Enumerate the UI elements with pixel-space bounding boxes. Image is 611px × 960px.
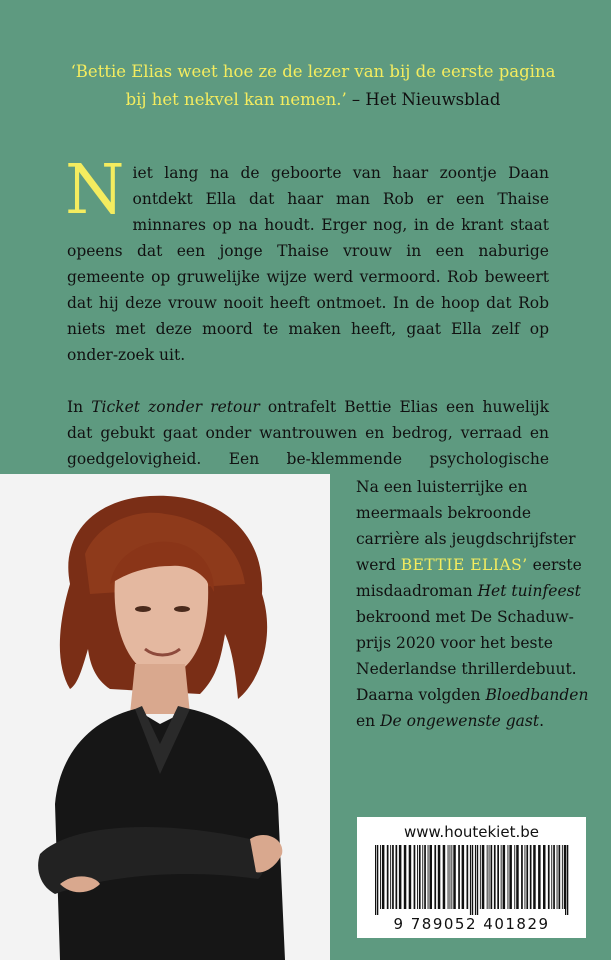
barcode-bar xyxy=(516,845,519,909)
publisher-url: www.houtekiet.be xyxy=(404,823,539,841)
quote-text: ‘Bettie Elias weet hoe ze de lezer van bij de eerste pagina bij het nekvel kan nemen.’ xyxy=(70,62,556,109)
book-title-tuinfeest: Het tuinfeest xyxy=(477,582,581,600)
bio-line-5 xyxy=(356,578,596,604)
bio-line-4 xyxy=(356,552,596,578)
bio-line-4-post: eerste xyxy=(527,556,582,574)
barcode-bar xyxy=(514,845,515,909)
bio-line-6: bekroond met De Schaduw- xyxy=(356,608,574,626)
barcode-bar xyxy=(503,845,506,909)
bio-line-10-pre: en xyxy=(356,712,381,730)
barcode-guard-bar xyxy=(377,845,378,915)
barcode-bar xyxy=(491,845,493,909)
bio-line-7: prijs 2020 voor het beste xyxy=(356,634,553,652)
barcode-bar xyxy=(533,845,536,909)
barcode-bar xyxy=(487,845,488,909)
barcode-bar xyxy=(525,845,526,909)
barcode-block xyxy=(357,817,586,938)
barcode-bar xyxy=(562,845,563,909)
barcode-bar xyxy=(380,845,381,909)
bio-line-3: carrière als jeugdschrijfster xyxy=(356,530,576,548)
blurb-text-2a: In xyxy=(67,398,92,416)
review-quote xyxy=(58,58,568,114)
barcode-bar xyxy=(382,845,385,909)
barcode-guard-bar xyxy=(567,845,568,915)
barcode-bar xyxy=(482,845,485,909)
bio-line-5-pre: misdaadroman xyxy=(356,582,478,600)
barcode-bar xyxy=(390,845,391,909)
barcode-guard-bar xyxy=(565,845,566,915)
blurb-text-1: iet lang na de geboorte van haar zoontje Daan ontdekt Ella dat haar man Rob er een Thaise minnares op na houdt. Erger nog, in de krant staat opeens dat een jonge Thaise vrouw in een naburige gemeente op gruwelijke wijze werd vermoord. Rob beweert dat hij deze vrouw nooit heeft ontmoet. In de hoop dat Rob niets met deze moord te maken heeft, gaat Ella zelf op onder-zoek uit. xyxy=(67,164,549,364)
blurb-text-2b: ontrafelt Bettie Elias een huwelijk dat gebukt gaat onder wantrouwen en bedrog, verraad en goedgelovigheid. Een be-klemmende psychologische xyxy=(67,398,549,468)
barcode-bar xyxy=(428,845,429,909)
bio-line-8: Nederlandse thrillerdebuut. xyxy=(356,660,577,678)
barcode-bar xyxy=(526,845,528,909)
barcode-bar xyxy=(419,845,421,909)
barcode-guard-bar xyxy=(477,845,478,915)
barcode-bar xyxy=(417,845,418,909)
barcode-bar xyxy=(553,845,555,909)
barcode-bar xyxy=(548,845,550,909)
barcode-bar xyxy=(551,845,552,909)
book-title-italic: Ticket zonder retour xyxy=(91,398,260,416)
barcode-bar xyxy=(387,845,389,909)
barcode-bar xyxy=(434,845,436,909)
barcode-bar xyxy=(451,845,452,909)
bio-line-9 xyxy=(356,682,596,708)
barcode-bar xyxy=(530,845,532,909)
barcode-bar xyxy=(501,845,502,909)
barcode-bar xyxy=(453,845,456,909)
book-title-bloedbanden: Bloedbanden xyxy=(485,686,589,704)
barcode-guard-bar xyxy=(470,845,471,915)
barcode-guard-bar xyxy=(475,845,476,915)
barcode-bar xyxy=(489,845,490,909)
barcode-bar xyxy=(404,845,407,909)
bio-line-2: meermaals bekroonde xyxy=(356,504,532,522)
blurb-paragraph-1 xyxy=(65,151,549,368)
barcode-bar xyxy=(508,845,509,909)
barcode-bar xyxy=(450,845,451,909)
barcode-bar xyxy=(521,845,523,909)
author-name: BETTIE ELIAS’ xyxy=(400,556,528,574)
barcode-bar xyxy=(509,845,512,909)
barcode-bar xyxy=(494,845,496,909)
barcode-bar xyxy=(424,845,426,909)
barcode-bar xyxy=(497,845,499,909)
bio-line-10-post: . xyxy=(539,712,545,730)
barcode-bar xyxy=(443,845,446,909)
barcode-bar xyxy=(399,845,402,909)
isbn-number: 9 789052 401829 xyxy=(393,915,550,933)
barcode-bar xyxy=(557,845,558,909)
barcode-guard-bar xyxy=(472,845,473,915)
barcode-bar xyxy=(430,845,433,909)
barcode-bar xyxy=(396,845,398,909)
drop-cap: N xyxy=(65,151,125,230)
author-bio xyxy=(356,474,596,734)
barcode-bar xyxy=(438,845,441,909)
barcode-bar xyxy=(458,845,460,909)
author-portrait-image xyxy=(0,474,330,960)
bio-line-10 xyxy=(356,708,596,734)
barcode-bar xyxy=(467,845,469,909)
barcode-bar xyxy=(409,845,412,909)
barcode-bar xyxy=(559,845,561,909)
bio-line-9-pre: Daarna volgden xyxy=(356,686,486,704)
barcode-bar xyxy=(543,845,546,909)
barcode-bar xyxy=(414,845,416,909)
barcode-bar xyxy=(480,845,481,909)
barcode-bar xyxy=(462,845,465,909)
bio-line-4-pre: werd xyxy=(356,556,401,574)
barcode-bar xyxy=(538,845,541,909)
book-title-ongewenste-gast: De ongewenste gast xyxy=(380,712,540,730)
blurb xyxy=(65,151,549,524)
barcode-bar xyxy=(422,845,423,909)
barcode-bar xyxy=(392,845,394,909)
bio-line-1: Na een luisterrijke en xyxy=(356,478,528,496)
barcode-guard-bar xyxy=(375,845,376,915)
barcode-bar xyxy=(448,845,449,909)
author-photo xyxy=(0,474,330,960)
quote-source: – Het Nieuwsblad xyxy=(346,90,501,109)
